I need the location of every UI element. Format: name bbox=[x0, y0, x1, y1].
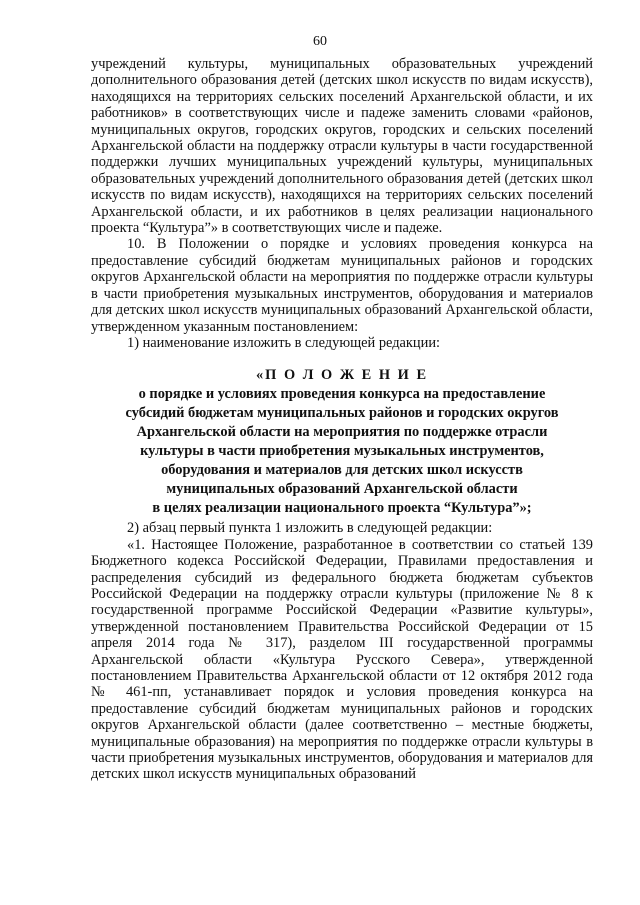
paragraph-continuation: учреждений культуры, муниципальных образовательных учреждений дополнительного образования детей (детских школ искусств по видам искусств), находящихся на территориях сельских поселений Архангельской области, и их работников» в соответствующих числе и падеже заменить словами «районов, муниципальных округов, городских округов, городских и сельских поселений Архангельской области на поддержку отрасли культуры в части государственной поддержки лучших муниципальных учреждений культуры, муниципальных образовательных учреждений дополнительного образования детей (детских школ искусств по видам искусств), находящихся на территориях сельских поселений Архангельской области, и их работников в целях реализации национального проекта “Культура”» в соответствующих числе и падеже. bbox=[91, 56, 593, 237]
paragraph-item-10: 10. В Положении о порядке и условиях проведения конкурса на предоставление субсидий бюджетам муниципальных районов и городских округов Архангельской области на мероприятия по поддержке отрасли культуры в части приобретения музыкальных инструментов, оборудования и материалов для детских школ искусств муниципальных образований Архангельской области, утвержденном указанным постановлением: bbox=[91, 236, 593, 335]
page-number: 60 bbox=[313, 34, 327, 49]
heading-line-4: культуры в части приобретения музыкальных инструментов, bbox=[140, 443, 544, 460]
heading-line-5: оборудования и материалов для детских школ искусств bbox=[161, 462, 523, 479]
heading-line-3: Архангельской области на мероприятия по поддержке отрасли bbox=[136, 424, 548, 441]
heading-line-1: о порядке и условиях проведения конкурса на предоставление bbox=[138, 386, 546, 403]
heading-line-7: в целях реализации национального проекта “Культура”»; bbox=[152, 500, 532, 517]
heading-line-2: субсидий бюджетам муниципальных районов и городских округов bbox=[125, 405, 559, 422]
heading-title: «П О Л О Ж Е Н И Е bbox=[255, 367, 429, 384]
heading-line-6: муниципальных образований Архангельской области bbox=[166, 481, 518, 498]
paragraph-clause-1: «1. Настоящее Положение, разработанное в соответствии со статьей 139 Бюджетного кодекса Российской Федерации, Правилами предоставления и распределения субсидий из федерального бюджета бюджетам субъектов Российской Федерации на поддержку отрасли культуры (приложение № 8 к государственной программе Российской Федерации «Развитие культуры», утвержденной постановлением Правительства Российской Федерации от 15 апреля 2014 года № 317), разделом III государственной программы Архангельской области «Культура Русского Севера», утвержденной постановлением Правительства Архангельской области от 12 октября 2012 года № 461-пп, устанавливает порядок и условия проведения конкурса на предоставление субсидий бюджетам муниципальных районов и городских округов Архангельской области (далее соответственно – местные бюджеты, муниципальные образования) на мероприятия по поддержке отрасли культуры в части приобретения музыкальных инструментов, оборудования и материалов для детских школ искусств муниципальных образований bbox=[91, 536, 593, 783]
document-body bbox=[91, 56, 593, 783]
regulation-heading bbox=[91, 366, 593, 518]
paragraph-subitem-2: 2) абзац первый пункта 1 изложить в следующей редакции: bbox=[127, 520, 493, 537]
paragraph-subitem-1: 1) наименование изложить в следующей редакции: bbox=[127, 334, 441, 351]
